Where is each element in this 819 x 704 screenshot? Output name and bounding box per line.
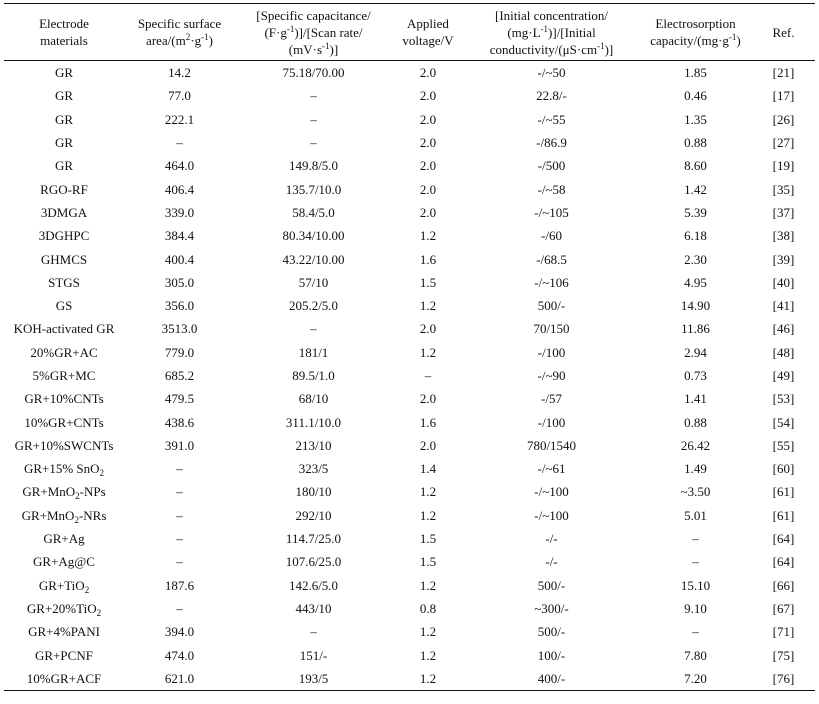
table-row bbox=[4, 341, 815, 364]
cell-electrode-material: GR+10%CNTs bbox=[24, 391, 104, 407]
table-row bbox=[4, 480, 815, 503]
header-line: $(mg\cdot L^{-1})]/[Initial$ bbox=[507, 23, 596, 40]
cell-reference: [64] bbox=[772, 554, 795, 570]
cell-applied-voltage: 1.2 bbox=[419, 228, 437, 244]
table-row bbox=[4, 504, 815, 527]
cell-surface-area: – bbox=[176, 554, 183, 570]
cell-reference: [17] bbox=[772, 88, 795, 104]
cell-applied-voltage: 1.4 bbox=[419, 461, 437, 477]
table-row bbox=[4, 410, 815, 433]
cell-surface-area: 77.0 bbox=[168, 88, 191, 104]
cell-capacitance-scan-rate: 443/10 bbox=[295, 600, 332, 616]
cell-electrosorption-capacity: – bbox=[692, 554, 699, 570]
cell-concentration-conductivity: 70/150 bbox=[533, 321, 570, 337]
cell-surface-area: 384.4 bbox=[164, 228, 195, 244]
cell-surface-area: 222.1 bbox=[164, 111, 195, 127]
cell-capacitance-scan-rate: 135.7/10.0 bbox=[285, 181, 342, 197]
header-electrode-material bbox=[4, 4, 124, 61]
cell-reference: [21] bbox=[772, 65, 795, 81]
table-row bbox=[4, 457, 815, 480]
cell-concentration-conductivity: -/86.9 bbox=[536, 135, 567, 151]
cell-reference: [39] bbox=[772, 251, 795, 267]
cell-electrosorption-capacity: 14.90 bbox=[680, 298, 711, 314]
cell-reference: [60] bbox=[772, 461, 795, 477]
cell-electrode-material: GR bbox=[54, 158, 74, 174]
cell-applied-voltage: 1.2 bbox=[419, 344, 437, 360]
cell-applied-voltage: 1.2 bbox=[419, 507, 437, 523]
header-reference bbox=[752, 4, 815, 61]
cell-reference: [71] bbox=[772, 624, 795, 640]
cell-reference: [40] bbox=[772, 274, 795, 290]
cell-electrode-material: 5%GR+MC bbox=[32, 368, 96, 383]
cell-applied-voltage: 1.2 bbox=[419, 484, 437, 500]
table-body bbox=[4, 61, 815, 691]
table-row bbox=[4, 108, 815, 131]
table-row bbox=[4, 247, 815, 270]
header-concentration-conductivity bbox=[464, 4, 639, 61]
cell-concentration-conductivity: -/100 bbox=[537, 414, 566, 430]
table-row bbox=[4, 177, 815, 200]
table-row bbox=[4, 364, 815, 387]
header-line: Ref. bbox=[772, 24, 795, 40]
cell-electrosorption-capacity: 1.49 bbox=[684, 461, 707, 477]
table-row bbox=[4, 597, 815, 620]
cell-reference: [76] bbox=[752, 667, 815, 691]
cell-capacitance-scan-rate: – bbox=[310, 624, 317, 640]
cell-concentration-conductivity: ~300/- bbox=[534, 600, 569, 616]
cell-reference: [75] bbox=[772, 647, 795, 663]
cell-concentration-conductivity: -/~105 bbox=[534, 204, 569, 220]
cell-electrode-material: GS bbox=[55, 298, 73, 314]
cell-concentration-conductivity: -/~55 bbox=[537, 111, 566, 127]
cell-applied-voltage: – bbox=[424, 368, 432, 383]
cell-surface-area: 438.6 bbox=[164, 414, 195, 430]
cell-electrosorption-capacity: – bbox=[692, 531, 699, 547]
header-line: capacity/$(mg\cdot g^{-1})$ bbox=[650, 32, 741, 48]
cell-surface-area: 187.6 bbox=[164, 577, 195, 593]
cell-reference: [66] bbox=[772, 577, 795, 593]
cell-capacitance-scan-rate: 58.4/5.0 bbox=[292, 204, 335, 220]
table-row bbox=[4, 387, 815, 410]
cell-electrode-material: GR+PCNF bbox=[35, 647, 93, 663]
cell-concentration-conductivity: 100/- bbox=[537, 647, 566, 663]
cell-electrode-material: STGS bbox=[48, 274, 80, 290]
cell-capacitance-scan-rate: 180/10 bbox=[295, 484, 332, 500]
cell-reference: [53] bbox=[772, 391, 795, 407]
cell-reference: [48] bbox=[772, 344, 795, 360]
cell-electrosorption-capacity: 0.88 bbox=[684, 414, 707, 430]
table-row bbox=[4, 61, 815, 85]
cell-surface-area: 3513.0 bbox=[161, 321, 198, 337]
cell-electrode-material: GR+4%PANI bbox=[28, 624, 100, 640]
cell-concentration-conductivity: -/~90 bbox=[537, 368, 566, 383]
cell-electrode-material: GR bbox=[54, 88, 74, 104]
cell-capacitance-scan-rate: 213/10 bbox=[295, 437, 332, 453]
cell-capacitance-scan-rate: 151/- bbox=[299, 647, 328, 663]
cell-electrode-material: GR bbox=[54, 111, 74, 127]
table-row bbox=[4, 154, 815, 177]
cell-reference: [67] bbox=[772, 600, 795, 616]
cell-electrode-material: 10%GR+CNTs bbox=[24, 414, 104, 430]
cell-electrosorption-capacity: 7.80 bbox=[684, 647, 707, 663]
cell-surface-area: 400.4 bbox=[164, 251, 195, 267]
cell-concentration-conductivity: -/57 bbox=[541, 391, 562, 407]
cell-electrosorption-capacity: 1.35 bbox=[684, 111, 707, 127]
cell-electrosorption-capacity: 0.46 bbox=[684, 88, 707, 104]
header-line: $(mV\cdot s^{-1})$] bbox=[288, 40, 339, 57]
table-row bbox=[4, 224, 815, 247]
cell-capacitance-scan-rate: – bbox=[310, 321, 317, 337]
cell-applied-voltage: 2.0 bbox=[419, 88, 437, 104]
cell-electrosorption-capacity: 2.30 bbox=[684, 251, 707, 267]
cell-electrode-material: GR bbox=[54, 135, 74, 151]
cell-surface-area: 474.0 bbox=[164, 647, 195, 663]
cell-electrosorption-capacity: 11.86 bbox=[681, 321, 710, 337]
cell-electrode-material: 20%GR+AC bbox=[30, 344, 98, 360]
cell-electrode-material: GR bbox=[54, 65, 74, 81]
header-line: [Specific capacitance/ bbox=[256, 7, 371, 23]
table-row bbox=[4, 271, 815, 294]
header-applied-voltage bbox=[392, 4, 464, 61]
cell-capacitance-scan-rate: 114.7/25.0 bbox=[285, 531, 342, 547]
cell-surface-area: 621.0 bbox=[124, 667, 235, 691]
cell-capacitance-scan-rate: 311.1/10.0 bbox=[285, 414, 342, 430]
cell-surface-area: 479.5 bbox=[164, 391, 195, 407]
cell-electrosorption-capacity: 5.39 bbox=[684, 204, 707, 220]
cell-capacitance-scan-rate: 323/5 bbox=[298, 461, 329, 477]
cell-capacitance-scan-rate: 43.22/10.00 bbox=[282, 251, 345, 267]
cell-electrode-material: GR+Ag@C bbox=[33, 554, 95, 570]
cell-concentration-conductivity: -/~100 bbox=[534, 484, 569, 500]
cell-electrosorption-capacity: 7.20 bbox=[639, 667, 752, 691]
cell-surface-area: 339.0 bbox=[164, 204, 195, 220]
cell-electrode-material: 3DMGA bbox=[40, 204, 88, 220]
cell-concentration-conductivity: -/100 bbox=[537, 344, 566, 360]
cell-concentration-conductivity: 400/- bbox=[464, 667, 639, 691]
cell-reference: [46] bbox=[772, 321, 795, 337]
cell-electrosorption-capacity: 1.41 bbox=[684, 391, 707, 407]
table-row bbox=[4, 643, 815, 666]
cell-capacitance-scan-rate: 193/5 bbox=[235, 667, 392, 691]
cell-applied-voltage: 1.6 bbox=[419, 414, 437, 430]
cell-reference: [64] bbox=[772, 531, 795, 547]
cell-surface-area: – bbox=[176, 484, 183, 500]
cell-concentration-conductivity: -/- bbox=[545, 531, 558, 547]
cell-reference: [54] bbox=[772, 414, 795, 430]
cell-concentration-conductivity: 500/- bbox=[537, 298, 566, 314]
cell-surface-area: 406.4 bbox=[164, 181, 195, 197]
cell-applied-voltage: 2.0 bbox=[419, 65, 437, 81]
cell-reference: [38] bbox=[772, 228, 795, 244]
cell-electrosorption-capacity: 4.95 bbox=[684, 274, 707, 290]
cell-electrode-material: RGO-RF bbox=[40, 181, 88, 197]
cell-capacitance-scan-rate: 149.8/5.0 bbox=[288, 158, 339, 174]
electrode-materials-table bbox=[4, 3, 815, 691]
cell-electrode-material: GR+TiO$_2$ bbox=[38, 577, 90, 595]
header-row bbox=[4, 4, 815, 61]
cell-surface-area: 464.0 bbox=[164, 158, 195, 174]
cell-concentration-conductivity: 22.8/- bbox=[536, 88, 567, 104]
cell-capacitance-scan-rate: 181/1 bbox=[298, 344, 329, 360]
cell-capacitance-scan-rate: 142.6/5.0 bbox=[288, 577, 339, 593]
cell-applied-voltage: 1.2 bbox=[419, 624, 437, 640]
cell-concentration-conductivity: 500/- bbox=[537, 577, 566, 593]
cell-reference: [61] bbox=[772, 507, 795, 523]
cell-surface-area: 305.0 bbox=[164, 274, 195, 290]
cell-surface-area: 14.2 bbox=[168, 65, 191, 81]
table-row bbox=[4, 294, 815, 317]
cell-surface-area: 779.0 bbox=[164, 344, 195, 360]
header-line: materials bbox=[40, 33, 88, 48]
cell-capacitance-scan-rate: 205.2/5.0 bbox=[288, 298, 339, 314]
cell-reference: [55] bbox=[772, 437, 795, 453]
cell-reference: [19] bbox=[772, 158, 795, 174]
cell-applied-voltage: 1.2 bbox=[392, 667, 464, 691]
cell-concentration-conductivity: -/~61 bbox=[537, 461, 566, 477]
cell-applied-voltage: 1.5 bbox=[419, 274, 437, 290]
cell-applied-voltage: 2.0 bbox=[419, 437, 437, 453]
cell-applied-voltage: 1.2 bbox=[419, 647, 437, 663]
cell-electrosorption-capacity: 2.94 bbox=[684, 344, 707, 360]
cell-applied-voltage: 2.0 bbox=[419, 181, 437, 197]
cell-electrosorption-capacity: 26.42 bbox=[680, 437, 711, 453]
cell-surface-area: – bbox=[176, 461, 183, 477]
cell-applied-voltage: 0.8 bbox=[419, 600, 437, 616]
header-surface-area bbox=[124, 4, 235, 61]
cell-surface-area: 356.0 bbox=[164, 298, 195, 314]
cell-concentration-conductivity: -/68.5 bbox=[536, 251, 567, 267]
cell-electrode-material: 3DGHPC bbox=[38, 228, 90, 244]
cell-capacitance-scan-rate: 75.18/70.00 bbox=[282, 65, 345, 81]
cell-capacitance-scan-rate: 107.6/25.0 bbox=[285, 554, 342, 570]
cell-concentration-conductivity: -/- bbox=[545, 554, 558, 570]
cell-applied-voltage: 1.2 bbox=[419, 577, 437, 593]
cell-reference: [61] bbox=[772, 484, 795, 500]
cell-concentration-conductivity: -/60 bbox=[541, 228, 562, 244]
cell-surface-area: – bbox=[176, 531, 183, 547]
cell-reference: [49] bbox=[772, 368, 795, 383]
header-line: Specific surface bbox=[137, 16, 222, 31]
header-electrosorption-capacity bbox=[639, 4, 752, 61]
header-line: voltage/V bbox=[402, 33, 454, 48]
cell-electrosorption-capacity: 1.85 bbox=[684, 65, 707, 81]
table-row bbox=[4, 550, 815, 573]
cell-applied-voltage: 2.0 bbox=[419, 321, 437, 337]
cell-capacitance-scan-rate: – bbox=[310, 88, 317, 104]
cell-reference: [37] bbox=[772, 204, 795, 220]
cell-capacitance-scan-rate: 89.5/1.0 bbox=[292, 368, 335, 383]
cell-concentration-conductivity: 780/1540 bbox=[526, 437, 577, 453]
table-row bbox=[4, 201, 815, 224]
cell-reference: [27] bbox=[772, 135, 795, 151]
cell-capacitance-scan-rate: 80.34/10.00 bbox=[282, 228, 345, 244]
cell-electrode-material: GR+Ag bbox=[43, 531, 85, 547]
cell-surface-area: – bbox=[176, 600, 183, 616]
cell-concentration-conductivity: 500/- bbox=[537, 624, 566, 640]
table-row bbox=[4, 434, 815, 457]
cell-electrosorption-capacity: 9.10 bbox=[684, 600, 707, 616]
cell-capacitance-scan-rate: 68/10 bbox=[298, 391, 329, 407]
cell-electrosorption-capacity: 0.73 bbox=[684, 368, 707, 383]
cell-electrode-material: GHMCS bbox=[40, 251, 88, 267]
header-line: Electrosorption bbox=[655, 16, 736, 31]
cell-capacitance-scan-rate: – bbox=[310, 135, 317, 151]
table-row bbox=[4, 527, 815, 550]
cell-applied-voltage: 2.0 bbox=[419, 111, 437, 127]
cell-applied-voltage: 1.6 bbox=[419, 251, 437, 267]
table-row bbox=[4, 131, 815, 154]
cell-electrode-material: KOH-activated GR bbox=[13, 321, 115, 337]
cell-surface-area: 685.2 bbox=[164, 368, 195, 383]
table-row bbox=[4, 317, 815, 340]
cell-reference: [35] bbox=[772, 181, 795, 197]
cell-electrosorption-capacity: 8.60 bbox=[684, 158, 707, 174]
cell-reference: [41] bbox=[772, 298, 795, 314]
cell-applied-voltage: 2.0 bbox=[419, 158, 437, 174]
cell-concentration-conductivity: -/~100 bbox=[534, 507, 569, 523]
cell-electrode-material: GR+10%SWCNTs bbox=[14, 437, 114, 453]
header-line: Applied bbox=[407, 16, 449, 31]
cell-electrosorption-capacity: – bbox=[692, 624, 699, 640]
cell-electrode-material: GR+15% SnO$_2$ bbox=[23, 461, 105, 479]
cell-applied-voltage: 1.2 bbox=[419, 298, 437, 314]
header-line: [Initial concentration/ bbox=[495, 7, 608, 23]
cell-concentration-conductivity: -/~50 bbox=[537, 65, 566, 81]
cell-electrosorption-capacity: 6.18 bbox=[684, 228, 707, 244]
cell-concentration-conductivity: -/500 bbox=[537, 158, 566, 174]
header-line: conductivity/$(\mu S\cdot cm^{-1})$] bbox=[489, 40, 614, 57]
cell-applied-voltage: 2.0 bbox=[419, 391, 437, 407]
header-line: area/$(m^2\cdot g^{-1})$ bbox=[146, 32, 213, 48]
table-row bbox=[4, 667, 815, 691]
cell-surface-area: – bbox=[176, 507, 183, 523]
cell-electrosorption-capacity: 1.42 bbox=[684, 181, 707, 197]
cell-electrode-material: GR+MnO$_2$-NRs bbox=[21, 507, 107, 525]
cell-capacitance-scan-rate: – bbox=[310, 111, 317, 127]
cell-electrode-material: GR+20%TiO$_2$ bbox=[26, 600, 102, 618]
table-row bbox=[4, 84, 815, 107]
cell-surface-area: 391.0 bbox=[164, 437, 195, 453]
cell-concentration-conductivity: -/~58 bbox=[537, 181, 566, 197]
cell-applied-voltage: 2.0 bbox=[419, 135, 437, 151]
header-capacitance-scan-rate bbox=[235, 4, 392, 61]
table-row bbox=[4, 620, 815, 643]
cell-electrode-material: 10%GR+ACF bbox=[4, 667, 124, 691]
cell-capacitance-scan-rate: 57/10 bbox=[298, 274, 329, 290]
cell-electrosorption-capacity: 5.01 bbox=[684, 507, 707, 523]
cell-concentration-conductivity: -/~106 bbox=[534, 274, 569, 290]
cell-electrosorption-capacity: 0.88 bbox=[684, 135, 707, 151]
cell-electrode-material: GR+MnO$_2$-NPs bbox=[22, 484, 106, 502]
table-row bbox=[4, 574, 815, 597]
cell-applied-voltage: 1.5 bbox=[419, 531, 437, 547]
header-line: $(F\cdot g^{-1})]/[Scan$ rate/ bbox=[264, 23, 363, 40]
cell-surface-area: – bbox=[176, 135, 183, 151]
cell-reference: [26] bbox=[772, 111, 795, 127]
header-line: Electrode bbox=[39, 16, 89, 31]
cell-electrosorption-capacity: 15.10 bbox=[680, 577, 711, 593]
cell-electrosorption-capacity: ~3.50 bbox=[680, 484, 711, 500]
cell-applied-voltage: 2.0 bbox=[419, 204, 437, 220]
cell-capacitance-scan-rate: 292/10 bbox=[295, 507, 332, 523]
cell-applied-voltage: 1.5 bbox=[419, 554, 437, 570]
cell-surface-area: 394.0 bbox=[164, 624, 195, 640]
